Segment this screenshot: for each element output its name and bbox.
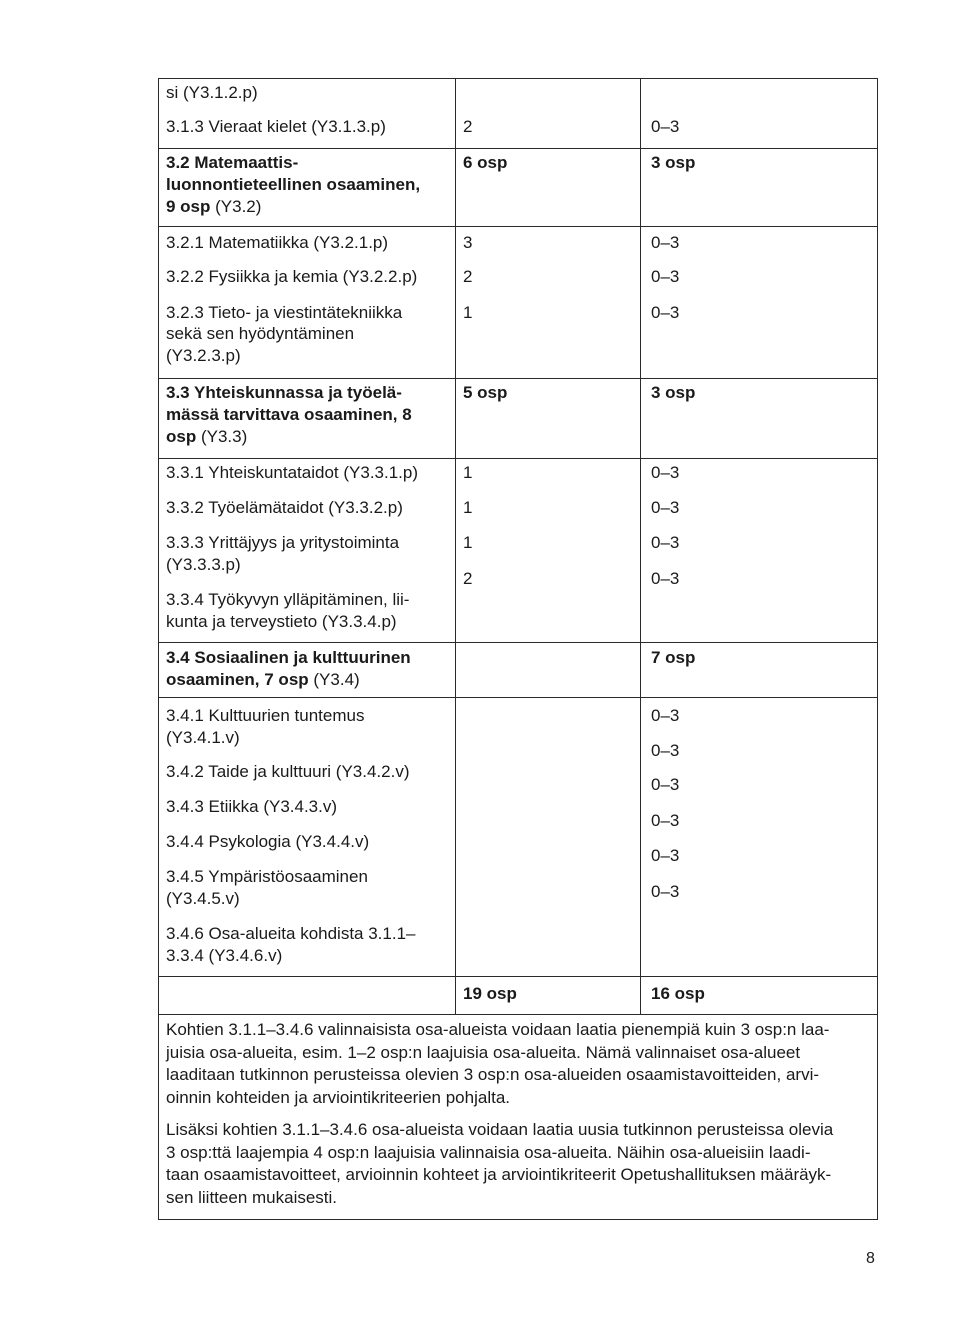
note-line: laaditaan tutkinnon perusteissa olevien 3 osp:n osa-alueiden osaamistavoitteiden, arvi- xyxy=(166,1065,820,1084)
range-value: 0–3 xyxy=(651,741,680,760)
table-top-border xyxy=(158,78,878,79)
table-left-border xyxy=(158,78,159,1220)
note-line: juisia osa-alueita, esim. 1–2 osp:n laajuisia osa-alueita. Nämä valinnaiset osa-alueet xyxy=(166,1042,801,1062)
row-divider xyxy=(158,697,878,698)
row-label: si (Y3.1.2.p) xyxy=(166,83,258,102)
range-value: 0–3 xyxy=(651,846,680,865)
note-line: oinnin kohteiden ja arviointikriteerien pohjalta. xyxy=(166,1087,510,1107)
row-label: 3.2.3 Tieto- ja viestintätekniikka xyxy=(166,303,403,322)
range-total: 3 osp xyxy=(651,153,696,172)
row-label: 3.1.3 Vieraat kielet (Y3.1.3.p) xyxy=(166,117,386,136)
row-label: 3.3.1 Yhteiskuntataidot (Y3.3.1.p) xyxy=(166,463,419,482)
table-right-border xyxy=(877,78,878,1220)
row-label: 3.4.4 Psykologia (Y3.4.4.v) xyxy=(166,832,370,851)
note-line: taan osaamistavoitteet, arvioinnin kohteet ja arviointikriteerit Opetushallituksen määräyk- xyxy=(166,1165,832,1184)
osp-value: 2 xyxy=(463,117,473,136)
row-divider xyxy=(158,378,878,379)
note-line: sen liitteen mukaisesti. xyxy=(166,1187,338,1207)
section-heading: 9 osp (Y3.2) xyxy=(166,197,262,216)
row-label: 3.3.4 Työkyvyn ylläpitäminen, lii- xyxy=(166,590,410,609)
section-heading: luonnontieteellinen osaaminen, xyxy=(166,175,421,194)
range-value: 0–3 xyxy=(651,267,680,286)
osp-value: 1 xyxy=(463,533,473,552)
range-value: 0–3 xyxy=(651,811,680,830)
row-divider xyxy=(158,458,878,459)
column-divider-1 xyxy=(455,78,456,1014)
range-value: 0–3 xyxy=(651,303,680,322)
section-heading: 3.2 Matemaattis- xyxy=(166,153,299,172)
row-label: sekä sen hyödyntäminen xyxy=(166,324,355,343)
section-heading: osaaminen, 7 osp (Y3.4) xyxy=(166,670,360,689)
row-label: (Y3.4.1.v) xyxy=(166,728,240,747)
grand-total-osp: 19 osp xyxy=(463,984,517,1003)
section-heading: 3.3 Yhteiskunnassa ja työelä- xyxy=(166,383,402,402)
section-heading: osp (Y3.3) xyxy=(166,427,248,446)
grand-total-range: 16 osp xyxy=(651,984,705,1003)
row-label: 3.3.4 (Y3.4.6.v) xyxy=(166,946,283,965)
osp-value: 1 xyxy=(463,463,473,482)
row-label: 3.4.6 Osa-alueita kohdista 3.1.1– xyxy=(166,924,416,943)
section-heading: mässä tarvittava osaaminen, 8 xyxy=(166,405,412,424)
note-paragraph-1 xyxy=(166,1019,866,1109)
range-total: 3 osp xyxy=(651,383,696,402)
row-label: kunta ja terveystieto (Y3.3.4.p) xyxy=(166,612,397,631)
range-value: 0–3 xyxy=(651,498,680,517)
row-label: 3.4.1 Kulttuurien tuntemus xyxy=(166,706,365,725)
row-divider xyxy=(158,642,878,643)
section-heading: 3.4 Sosiaalinen ja kulttuurinen xyxy=(166,648,411,667)
range-value: 0–3 xyxy=(651,463,680,482)
note-paragraph-2 xyxy=(166,1119,866,1209)
row-label: 3.3.3 Yrittäjyys ja yritystoiminta xyxy=(166,533,400,552)
osp-value: 2 xyxy=(463,569,473,588)
row-label: (Y3.3.3.p) xyxy=(166,555,241,574)
row-label: 3.2.1 Matematiikka (Y3.2.1.p) xyxy=(166,233,389,252)
note-line: 3 osp:ttä laajempia 4 osp:n laajuisia valinnaisia osa-alueita. Näihin osa-alueisiin laadi- xyxy=(166,1142,811,1162)
range-value: 0–3 xyxy=(651,533,680,552)
note-line: Kohtien 3.1.1–3.4.6 valinnaisista osa-alueista voidaan laatia pienempiä kuin 3 osp:n laa- xyxy=(166,1020,830,1039)
row-label: 3.4.5 Ympäristöosaaminen xyxy=(166,867,368,886)
row-label: (Y3.4.5.v) xyxy=(166,889,240,908)
osp-value: 1 xyxy=(463,303,473,322)
row-divider xyxy=(158,148,878,149)
row-divider xyxy=(158,976,878,977)
range-value: 0–3 xyxy=(651,233,680,252)
range-value: 0–3 xyxy=(651,882,680,901)
range-value: 0–3 xyxy=(651,775,680,794)
row-label: 3.3.2 Työelämätaidot (Y3.3.2.p) xyxy=(166,498,403,517)
range-value: 0–3 xyxy=(651,117,680,136)
range-value: 0–3 xyxy=(651,706,680,725)
row-divider xyxy=(158,1014,878,1015)
row-label: 3.4.3 Etiikka (Y3.4.3.v) xyxy=(166,797,338,816)
osp-total: 5 osp xyxy=(463,383,508,402)
page-number: 8 xyxy=(866,1250,875,1267)
note-line: Lisäksi kohtien 3.1.1–3.4.6 osa-alueista voidaan laatia uusia tutkinnon perusteissa olevia xyxy=(166,1120,834,1139)
row-divider xyxy=(158,226,878,227)
table-bottom-border xyxy=(158,1219,878,1220)
range-total: 7 osp xyxy=(651,648,696,667)
osp-value: 2 xyxy=(463,267,473,286)
osp-value: 3 xyxy=(463,233,473,252)
osp-value: 1 xyxy=(463,498,473,517)
osp-total: 6 osp xyxy=(463,153,508,172)
range-value: 0–3 xyxy=(651,569,680,588)
column-divider-2 xyxy=(640,78,641,1014)
row-label: 3.2.2 Fysiikka ja kemia (Y3.2.2.p) xyxy=(166,267,418,286)
row-label: 3.4.2 Taide ja kulttuuri (Y3.4.2.v) xyxy=(166,762,410,781)
row-label: (Y3.2.3.p) xyxy=(166,346,241,365)
